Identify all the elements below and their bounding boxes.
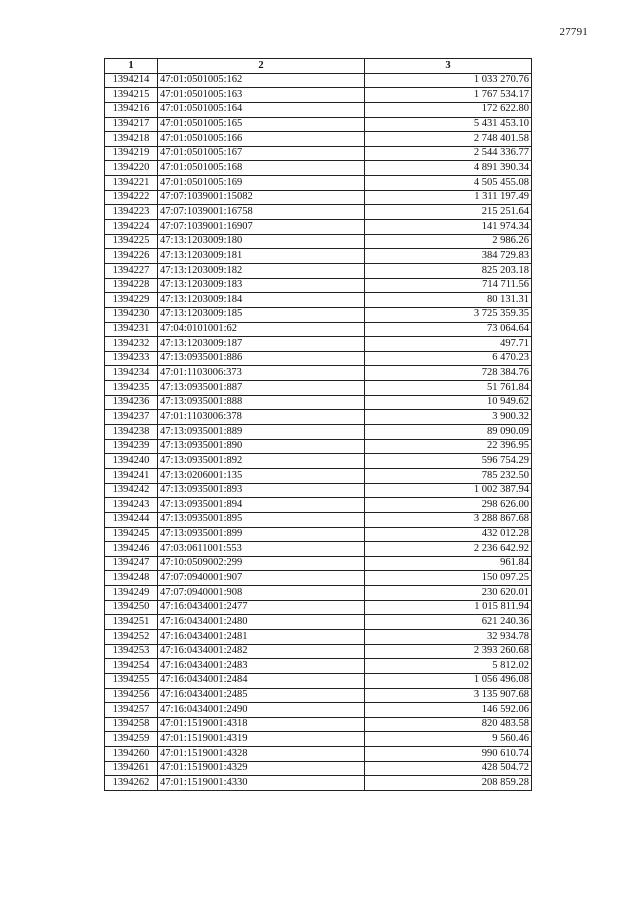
- cadastral-number-cell: 47:13:0935001:895: [158, 512, 365, 527]
- table-row: [105, 307, 532, 322]
- value-cell: 80 131.31: [365, 293, 532, 308]
- value-cell: 1 767 534.17: [365, 88, 532, 103]
- table-row: [105, 132, 532, 147]
- row-number-cell: 1394250: [105, 600, 158, 615]
- table-row: [105, 629, 532, 644]
- cadastral-number-cell: 47:13:0935001:888: [158, 395, 365, 410]
- value-cell: 2 748 401.58: [365, 132, 532, 147]
- value-cell: 384 729.83: [365, 249, 532, 264]
- table-row: [105, 703, 532, 718]
- row-number-cell: 1394238: [105, 425, 158, 440]
- value-cell: 172 622.80: [365, 102, 532, 117]
- cadastral-number-cell: 47:13:0935001:899: [158, 527, 365, 542]
- value-cell: 785 232.50: [365, 468, 532, 483]
- cadastral-number-cell: 47:13:1203009:187: [158, 337, 365, 352]
- row-number-cell: 1394256: [105, 688, 158, 703]
- value-cell: 432 012.28: [365, 527, 532, 542]
- value-cell: 1 033 270.76: [365, 73, 532, 88]
- cadastral-number-cell: 47:13:0935001:889: [158, 425, 365, 440]
- value-cell: 4 891 390.34: [365, 161, 532, 176]
- table-row: [105, 527, 532, 542]
- row-number-cell: 1394239: [105, 439, 158, 454]
- value-cell: 428 504.72: [365, 761, 532, 776]
- value-cell: 820 483.58: [365, 717, 532, 732]
- cadastral-number-cell: 47:03:0611001:553: [158, 542, 365, 557]
- row-number-cell: 1394251: [105, 615, 158, 630]
- row-number-cell: 1394218: [105, 132, 158, 147]
- table-row: [105, 732, 532, 747]
- cadastral-number-cell: 47:13:1203009:180: [158, 234, 365, 249]
- table-body: [105, 73, 532, 790]
- column-header-1: 1: [105, 59, 158, 74]
- cadastral-number-cell: 47:07:1039001:16907: [158, 220, 365, 235]
- column-header-2: 2: [158, 59, 365, 74]
- value-cell: 990 610.74: [365, 747, 532, 762]
- table-row: [105, 425, 532, 440]
- value-cell: 961.84: [365, 556, 532, 571]
- table-row: [105, 454, 532, 469]
- table-row: [105, 776, 532, 791]
- value-cell: 32 934.78: [365, 629, 532, 644]
- cadastral-number-cell: 47:16:0434001:2485: [158, 688, 365, 703]
- cadastral-number-cell: 47:04:0101001:62: [158, 322, 365, 337]
- row-number-cell: 1394246: [105, 542, 158, 557]
- table-header: [105, 59, 532, 74]
- row-number-cell: 1394214: [105, 73, 158, 88]
- row-number-cell: 1394243: [105, 498, 158, 513]
- table-row: [105, 498, 532, 513]
- row-number-cell: 1394216: [105, 102, 158, 117]
- row-number-cell: 1394233: [105, 351, 158, 366]
- cadastral-number-cell: 47:16:0434001:2482: [158, 644, 365, 659]
- table-row: [105, 483, 532, 498]
- cadastral-number-cell: 47:16:0434001:2490: [158, 703, 365, 718]
- cadastral-number-cell: 47:13:1203009:182: [158, 263, 365, 278]
- table-row: [105, 337, 532, 352]
- page-number: 27791: [559, 26, 588, 38]
- cadastral-number-cell: 47:01:1519001:4319: [158, 732, 365, 747]
- value-cell: 51 761.84: [365, 381, 532, 396]
- row-number-cell: 1394248: [105, 571, 158, 586]
- value-cell: 146 592.06: [365, 703, 532, 718]
- cadastral-number-cell: 47:13:1203009:181: [158, 249, 365, 264]
- cadastral-number-cell: 47:07:1039001:15082: [158, 190, 365, 205]
- value-cell: 3 725 359.35: [365, 307, 532, 322]
- table-row: [105, 278, 532, 293]
- table-row: [105, 410, 532, 425]
- row-number-cell: 1394253: [105, 644, 158, 659]
- table-row: [105, 395, 532, 410]
- table-row: [105, 512, 532, 527]
- cadastral-number-cell: 47:16:0434001:2481: [158, 629, 365, 644]
- value-cell: 10 949.62: [365, 395, 532, 410]
- row-number-cell: 1394249: [105, 586, 158, 601]
- value-cell: 1 056 496.08: [365, 673, 532, 688]
- value-cell: 1 311 197.49: [365, 190, 532, 205]
- cadastral-number-cell: 47:01:1519001:4328: [158, 747, 365, 762]
- table-row: [105, 468, 532, 483]
- value-cell: 2 544 336.77: [365, 146, 532, 161]
- table-row: [105, 117, 532, 132]
- value-cell: 141 974.34: [365, 220, 532, 235]
- row-number-cell: 1394225: [105, 234, 158, 249]
- table-row: [105, 88, 532, 103]
- cadastral-number-cell: 47:01:0501005:167: [158, 146, 365, 161]
- value-cell: 497.71: [365, 337, 532, 352]
- cadastral-number-cell: 47:16:0434001:2483: [158, 659, 365, 674]
- value-cell: 22 396.95: [365, 439, 532, 454]
- row-number-cell: 1394244: [105, 512, 158, 527]
- cadastral-number-cell: 47:13:1203009:184: [158, 293, 365, 308]
- table-row: [105, 600, 532, 615]
- row-number-cell: 1394261: [105, 761, 158, 776]
- row-number-cell: 1394224: [105, 220, 158, 235]
- table-row: [105, 190, 532, 205]
- table-row: [105, 615, 532, 630]
- row-number-cell: 1394219: [105, 146, 158, 161]
- cadastral-number-cell: 47:13:0935001:892: [158, 454, 365, 469]
- cadastral-number-cell: 47:01:0501005:163: [158, 88, 365, 103]
- cadastral-number-cell: 47:01:0501005:169: [158, 176, 365, 191]
- value-cell: 5 812.02: [365, 659, 532, 674]
- cadastral-number-cell: 47:13:0935001:893: [158, 483, 365, 498]
- table-row: [105, 586, 532, 601]
- cadastral-number-cell: 47:01:1519001:4329: [158, 761, 365, 776]
- cadastral-number-cell: 47:01:1519001:4318: [158, 717, 365, 732]
- value-cell: 5 431 453.10: [365, 117, 532, 132]
- row-number-cell: 1394236: [105, 395, 158, 410]
- row-number-cell: 1394252: [105, 629, 158, 644]
- table-row: [105, 761, 532, 776]
- table-row: [105, 146, 532, 161]
- row-number-cell: 1394254: [105, 659, 158, 674]
- row-number-cell: 1394245: [105, 527, 158, 542]
- row-number-cell: 1394255: [105, 673, 158, 688]
- registry-table: [104, 58, 532, 791]
- cadastral-number-cell: 47:07:0940001:908: [158, 586, 365, 601]
- cadastral-number-cell: 47:01:0501005:162: [158, 73, 365, 88]
- value-cell: 825 203.18: [365, 263, 532, 278]
- row-number-cell: 1394232: [105, 337, 158, 352]
- cadastral-number-cell: 47:13:0935001:894: [158, 498, 365, 513]
- cadastral-number-cell: 47:13:0935001:890: [158, 439, 365, 454]
- table-row: [105, 351, 532, 366]
- value-cell: 230 620.01: [365, 586, 532, 601]
- row-number-cell: 1394226: [105, 249, 158, 264]
- table-row: [105, 293, 532, 308]
- row-number-cell: 1394221: [105, 176, 158, 191]
- row-number-cell: 1394223: [105, 205, 158, 220]
- cadastral-number-cell: 47:10:0509002:299: [158, 556, 365, 571]
- table-row: [105, 263, 532, 278]
- table-row: [105, 556, 532, 571]
- row-number-cell: 1394230: [105, 307, 158, 322]
- table-row: [105, 717, 532, 732]
- value-cell: 621 240.36: [365, 615, 532, 630]
- row-number-cell: 1394257: [105, 703, 158, 718]
- table-row: [105, 176, 532, 191]
- value-cell: 89 090.09: [365, 425, 532, 440]
- cadastral-number-cell: 47:16:0434001:2477: [158, 600, 365, 615]
- row-number-cell: 1394234: [105, 366, 158, 381]
- value-cell: 728 384.76: [365, 366, 532, 381]
- value-cell: 215 251.64: [365, 205, 532, 220]
- column-header-3: 3: [365, 59, 532, 74]
- table-row: [105, 542, 532, 557]
- cadastral-number-cell: 47:01:0501005:166: [158, 132, 365, 147]
- value-cell: 596 754.29: [365, 454, 532, 469]
- row-number-cell: 1394228: [105, 278, 158, 293]
- row-number-cell: 1394259: [105, 732, 158, 747]
- table-row: [105, 73, 532, 88]
- row-number-cell: 1394217: [105, 117, 158, 132]
- table-row: [105, 747, 532, 762]
- table-row: [105, 366, 532, 381]
- row-number-cell: 1394242: [105, 483, 158, 498]
- value-cell: 3 135 907.68: [365, 688, 532, 703]
- row-number-cell: 1394260: [105, 747, 158, 762]
- value-cell: 6 470.23: [365, 351, 532, 366]
- header-row: [105, 59, 532, 74]
- value-cell: 714 711.56: [365, 278, 532, 293]
- table-row: [105, 673, 532, 688]
- table-row: [105, 220, 532, 235]
- cadastral-number-cell: 47:13:0935001:887: [158, 381, 365, 396]
- row-number-cell: 1394231: [105, 322, 158, 337]
- table-row: [105, 659, 532, 674]
- row-number-cell: 1394229: [105, 293, 158, 308]
- cadastral-number-cell: 47:01:1519001:4330: [158, 776, 365, 791]
- value-cell: 208 859.28: [365, 776, 532, 791]
- row-number-cell: 1394222: [105, 190, 158, 205]
- cadastral-number-cell: 47:01:0501005:164: [158, 102, 365, 117]
- cadastral-number-cell: 47:16:0434001:2480: [158, 615, 365, 630]
- table-row: [105, 249, 532, 264]
- row-number-cell: 1394241: [105, 468, 158, 483]
- value-cell: 2 986.26: [365, 234, 532, 249]
- row-number-cell: 1394227: [105, 263, 158, 278]
- cadastral-number-cell: 47:13:0935001:886: [158, 351, 365, 366]
- value-cell: 298 626.00: [365, 498, 532, 513]
- cadastral-number-cell: 47:13:1203009:183: [158, 278, 365, 293]
- row-number-cell: 1394220: [105, 161, 158, 176]
- cadastral-number-cell: 47:01:0501005:165: [158, 117, 365, 132]
- value-cell: 150 097.25: [365, 571, 532, 586]
- row-number-cell: 1394262: [105, 776, 158, 791]
- cadastral-number-cell: 47:01:1103006:378: [158, 410, 365, 425]
- row-number-cell: 1394258: [105, 717, 158, 732]
- table-row: [105, 234, 532, 249]
- value-cell: 9 560.46: [365, 732, 532, 747]
- table-row: [105, 205, 532, 220]
- table-row: [105, 161, 532, 176]
- cadastral-number-cell: 47:13:0206001:135: [158, 468, 365, 483]
- value-cell: 1 002 387.94: [365, 483, 532, 498]
- cadastral-number-cell: 47:13:1203009:185: [158, 307, 365, 322]
- table-row: [105, 439, 532, 454]
- table-row: [105, 644, 532, 659]
- row-number-cell: 1394235: [105, 381, 158, 396]
- row-number-cell: 1394247: [105, 556, 158, 571]
- cadastral-number-cell: 47:16:0434001:2484: [158, 673, 365, 688]
- value-cell: 2 236 642.92: [365, 542, 532, 557]
- row-number-cell: 1394240: [105, 454, 158, 469]
- value-cell: 3 288 867.68: [365, 512, 532, 527]
- table-row: [105, 102, 532, 117]
- table-row: [105, 381, 532, 396]
- table-row: [105, 571, 532, 586]
- cadastral-number-cell: 47:07:1039001:16758: [158, 205, 365, 220]
- table-row: [105, 688, 532, 703]
- value-cell: 2 393 260.68: [365, 644, 532, 659]
- value-cell: 73 064.64: [365, 322, 532, 337]
- row-number-cell: 1394237: [105, 410, 158, 425]
- cadastral-number-cell: 47:01:0501005:168: [158, 161, 365, 176]
- cadastral-number-cell: 47:07:0940001:907: [158, 571, 365, 586]
- value-cell: 3 900.32: [365, 410, 532, 425]
- value-cell: 4 505 455.08: [365, 176, 532, 191]
- table-row: [105, 322, 532, 337]
- cadastral-number-cell: 47:01:1103006:373: [158, 366, 365, 381]
- row-number-cell: 1394215: [105, 88, 158, 103]
- value-cell: 1 015 811.94: [365, 600, 532, 615]
